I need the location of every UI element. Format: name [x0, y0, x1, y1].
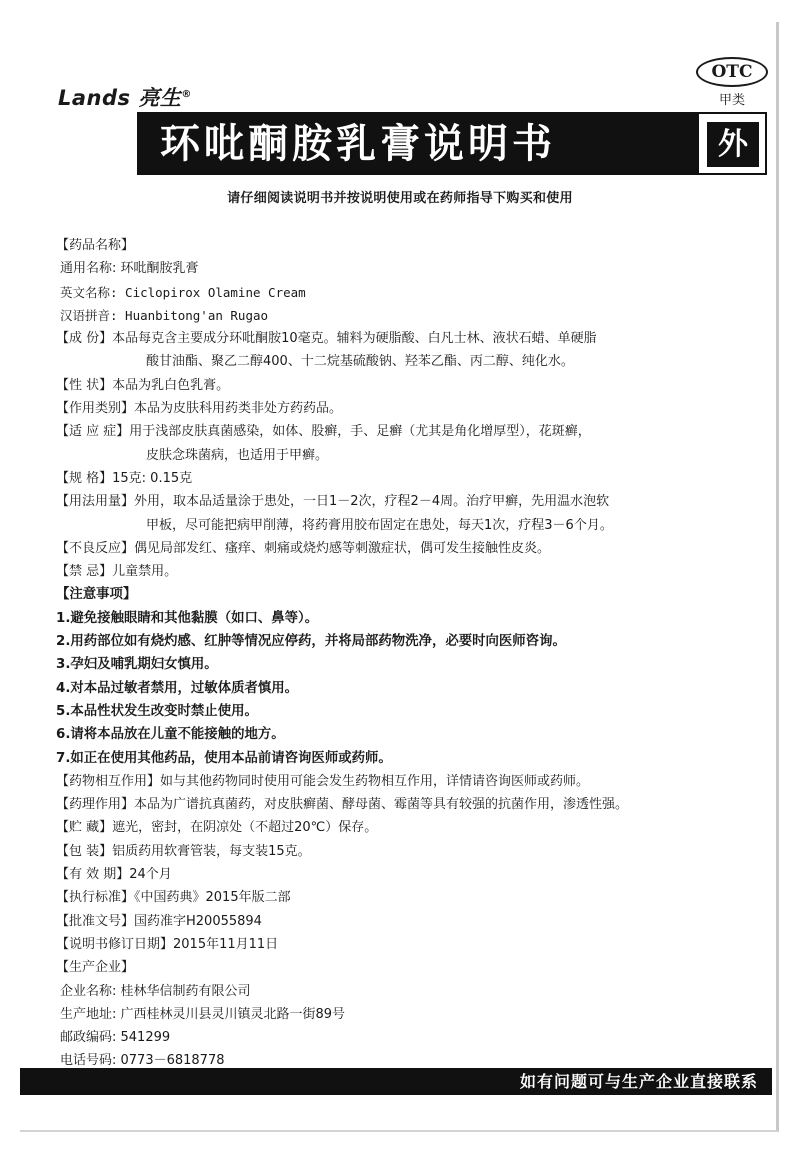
precautions-header: 【注意事项】	[56, 587, 137, 603]
pharmacology: 【药理作用】本品为广谱抗真菌药，对皮肤癣菌、酵母菌、霉菌等具有较强的抗菌作用，渗透性强。	[56, 797, 629, 813]
specification: 【规 格】15克: 0.15克	[56, 470, 193, 486]
english-name: 英文名称: Ciclopirox Olamine Cream	[60, 284, 306, 300]
leaflet-body	[56, 234, 776, 1096]
precaution-item: 2.用药部位如有烧灼感、红肿等情况应停药，并将局部药物洗净，必要时向医师咨询。	[56, 634, 566, 650]
composition-cont: 酸甘油酯、聚乙二醇400、十二烷基硫酸钠、羟苯乙酯、丙二醇、纯化水。	[146, 354, 574, 370]
precaution-item: 6.请将本品放在儿童不能接触的地方。	[56, 727, 285, 743]
dosage-cont: 甲板，尽可能把病甲削薄，将药膏用胶布固定在患处，每天1次，疗程3－6个月。	[146, 517, 613, 533]
precaution-item: 1.避免接触眼睛和其他黏膜（如口、鼻等）。	[56, 610, 319, 626]
brand-name: Lands 亮生	[58, 86, 182, 110]
company-address: 生产地址: 广西桂林灵川县灵川镇灵北路一街89号	[60, 1006, 346, 1022]
generic-name: 通用名称: 环吡酮胺乳膏	[60, 261, 199, 277]
revision-date: 【说明书修订日期】2015年11月11日	[56, 936, 279, 952]
precaution-item: 3.孕妇及哺乳期妇女慎用。	[56, 657, 218, 673]
brand-logo	[58, 82, 192, 112]
indications-cont: 皮肤念珠菌病，也适用于甲癣。	[146, 447, 329, 463]
registered-mark: ®	[181, 89, 192, 100]
indications: 【适 应 症】用于浅部皮肤真菌感染，如体、股癣，手、足癣（尤其是角化增厚型），花斑癣，	[56, 424, 591, 440]
standard: 【执行标准】《中国药典》2015年版二部	[56, 890, 291, 906]
page-title: 环吡酮胺乳膏说明书	[160, 121, 556, 167]
manufacturer-header: 【生产企业】	[56, 960, 135, 976]
otc-class-label: 甲类	[718, 93, 745, 108]
precaution-item: 7.如正在使用其他药品，使用本品前请咨询医师或药师。	[56, 750, 392, 766]
section-header: 【药品名称】	[56, 238, 135, 253]
company-name: 企业名称: 桂林华信制药有限公司	[60, 983, 251, 999]
storage: 【贮 藏】遮光，密封，在阴凉处（不超过20℃）保存。	[56, 820, 378, 836]
adverse-reactions: 【不良反应】偶见局部发红、瘙痒、刺痛或烧灼感等刺激症状，偶可发生接触性皮炎。	[56, 540, 551, 556]
packaging: 【包 装】铝质药用软膏管装，每支装15克。	[56, 843, 311, 859]
external-use-mark: 外	[707, 122, 759, 167]
pinyin-name: 汉语拼音: Huanbitong'an Rugao	[60, 307, 269, 323]
appearance: 【性 状】本品为乳白色乳膏。	[56, 377, 230, 393]
phone-number: 电话号码: 0773－6818778	[60, 1053, 225, 1069]
contact-notice: 如有问题可与生产企业直接联系	[519, 1072, 758, 1091]
category: 【作用类别】本品为皮肤科用药类非处方药药品。	[56, 401, 343, 417]
precaution-item: 5.本品性状发生改变时禁止使用。	[56, 703, 258, 719]
contraindications: 【禁 忌】儿童禁用。	[56, 564, 178, 580]
drug-interactions: 【药物相互作用】如与其他药物同时使用可能会发生药物相互作用，详情请咨询医师或药师。	[56, 773, 590, 789]
composition: 【成 份】本品每克含主要成分环吡酮胺10毫克。辅料为硬脂酸、白凡士林、液状石蜡、单硬脂	[56, 331, 597, 347]
otc-badge: OTC	[696, 57, 768, 87]
postal-code: 邮政编码: 541299	[60, 1030, 171, 1046]
precaution-item: 4.对本品过敏者禁用，过敏体质者慎用。	[56, 680, 299, 696]
reading-notice: 请仔细阅读说明书并按说明使用或在药师指导下购买和使用	[227, 191, 573, 206]
approval-number: 【批准文号】国药准字H20055894	[56, 913, 262, 929]
shelf-life: 【有 效 期】24个月	[56, 867, 172, 883]
dosage: 【用法用量】外用，取本品适量涂于患处，一日1－2次，疗程2－4周。治疗甲癣，先用温水泡软	[56, 494, 610, 510]
